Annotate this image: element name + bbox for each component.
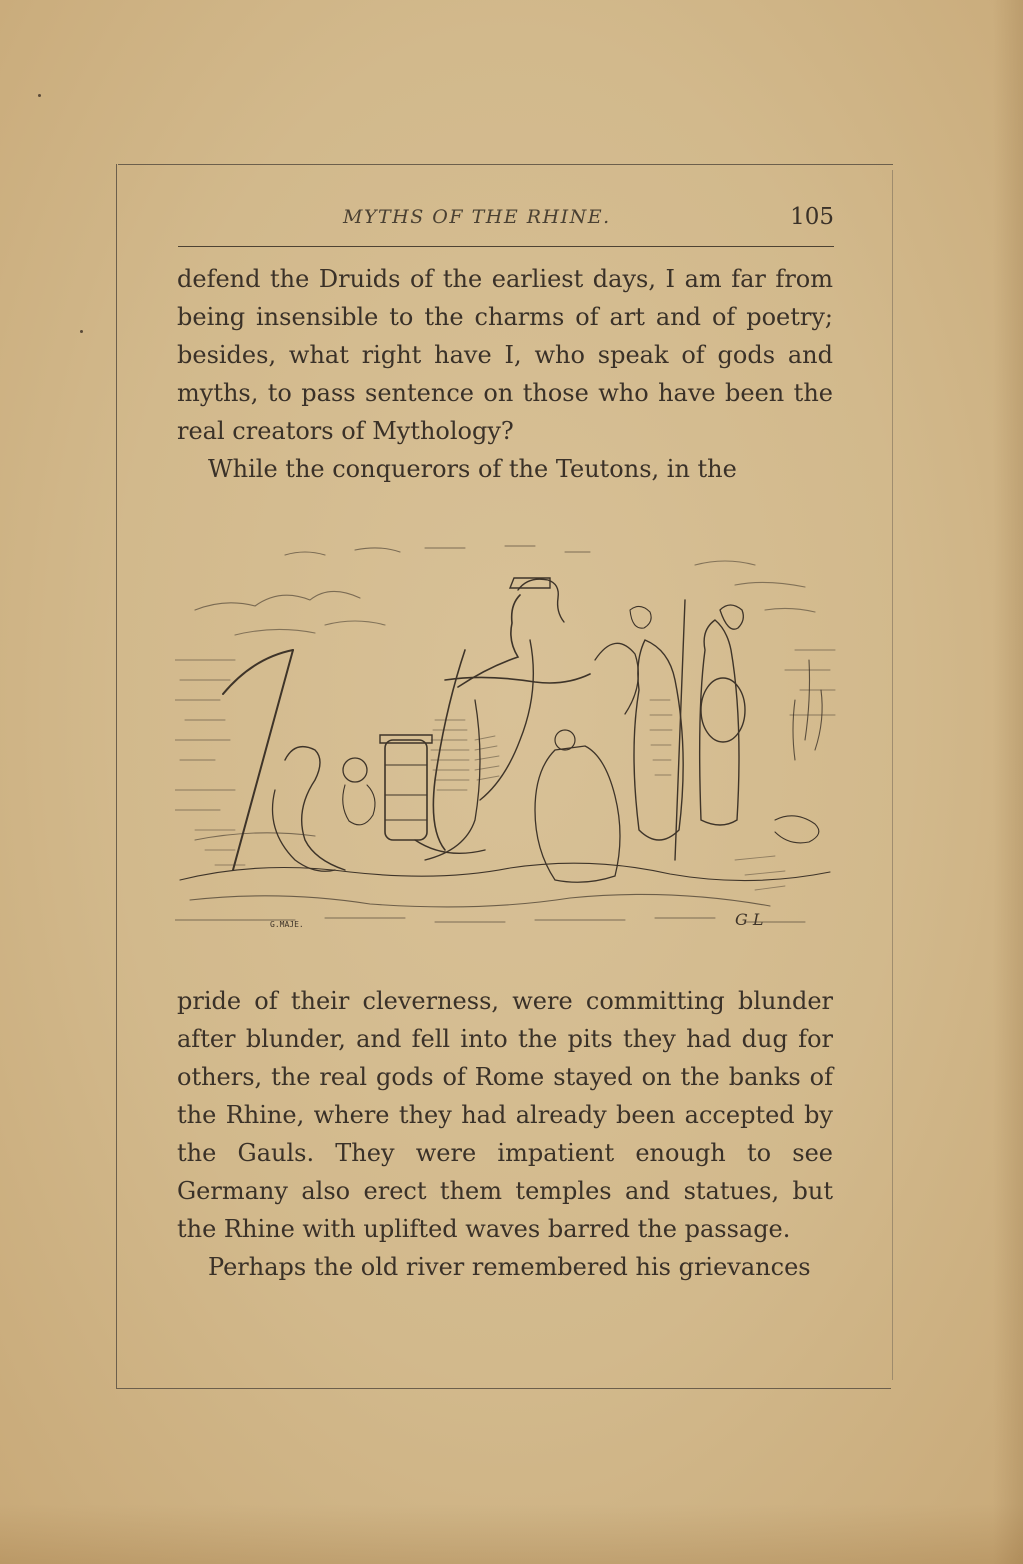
page-bottom-shadow: [0, 1504, 1023, 1564]
page-edge-shadow: [993, 0, 1023, 1564]
paragraph: While the conquerors of the Teutons, in the: [208, 455, 737, 483]
engraving-svg: [175, 540, 840, 935]
page-number: 105: [790, 204, 834, 230]
scan-frame-bottom: [116, 1388, 891, 1389]
scan-frame-top: [118, 164, 893, 165]
paragraph: Perhaps the old river remembered his grievances: [208, 1253, 811, 1281]
engraver-mark: G.MAJE.: [270, 920, 304, 929]
running-title: MYTHS OF THE RHINE.: [343, 206, 611, 228]
scan-frame-right: [892, 170, 893, 1380]
scan-frame-left: [116, 164, 117, 1388]
text-block-bottom: [177, 982, 833, 1286]
illustration-gods-of-rome: [175, 540, 840, 935]
text-block-top: [177, 260, 833, 488]
header-rule: [178, 246, 834, 247]
artist-signature: G L: [735, 910, 764, 929]
paper-speck: [80, 330, 83, 333]
paragraph: pride of their cleverness, were committing blunder after blunder, and fell into the pits they had dug for others, the real gods of Rome stayed on the banks of the Rhine, where they had already been accepted by the Gauls. They were impatient enough to see Germany also erect them temples and statues, but the Rhine with uplifted waves barred the passage.: [177, 987, 833, 1243]
running-head: [178, 204, 834, 238]
paper-speck: [38, 94, 41, 97]
paragraph: defend the Druids of the earliest days, I am far from being insensible to the charms of art and of poetry; besides, what right have I, who speak of gods and myths, to pass sentence on those who have been the real creators of Mythology?: [177, 265, 833, 445]
